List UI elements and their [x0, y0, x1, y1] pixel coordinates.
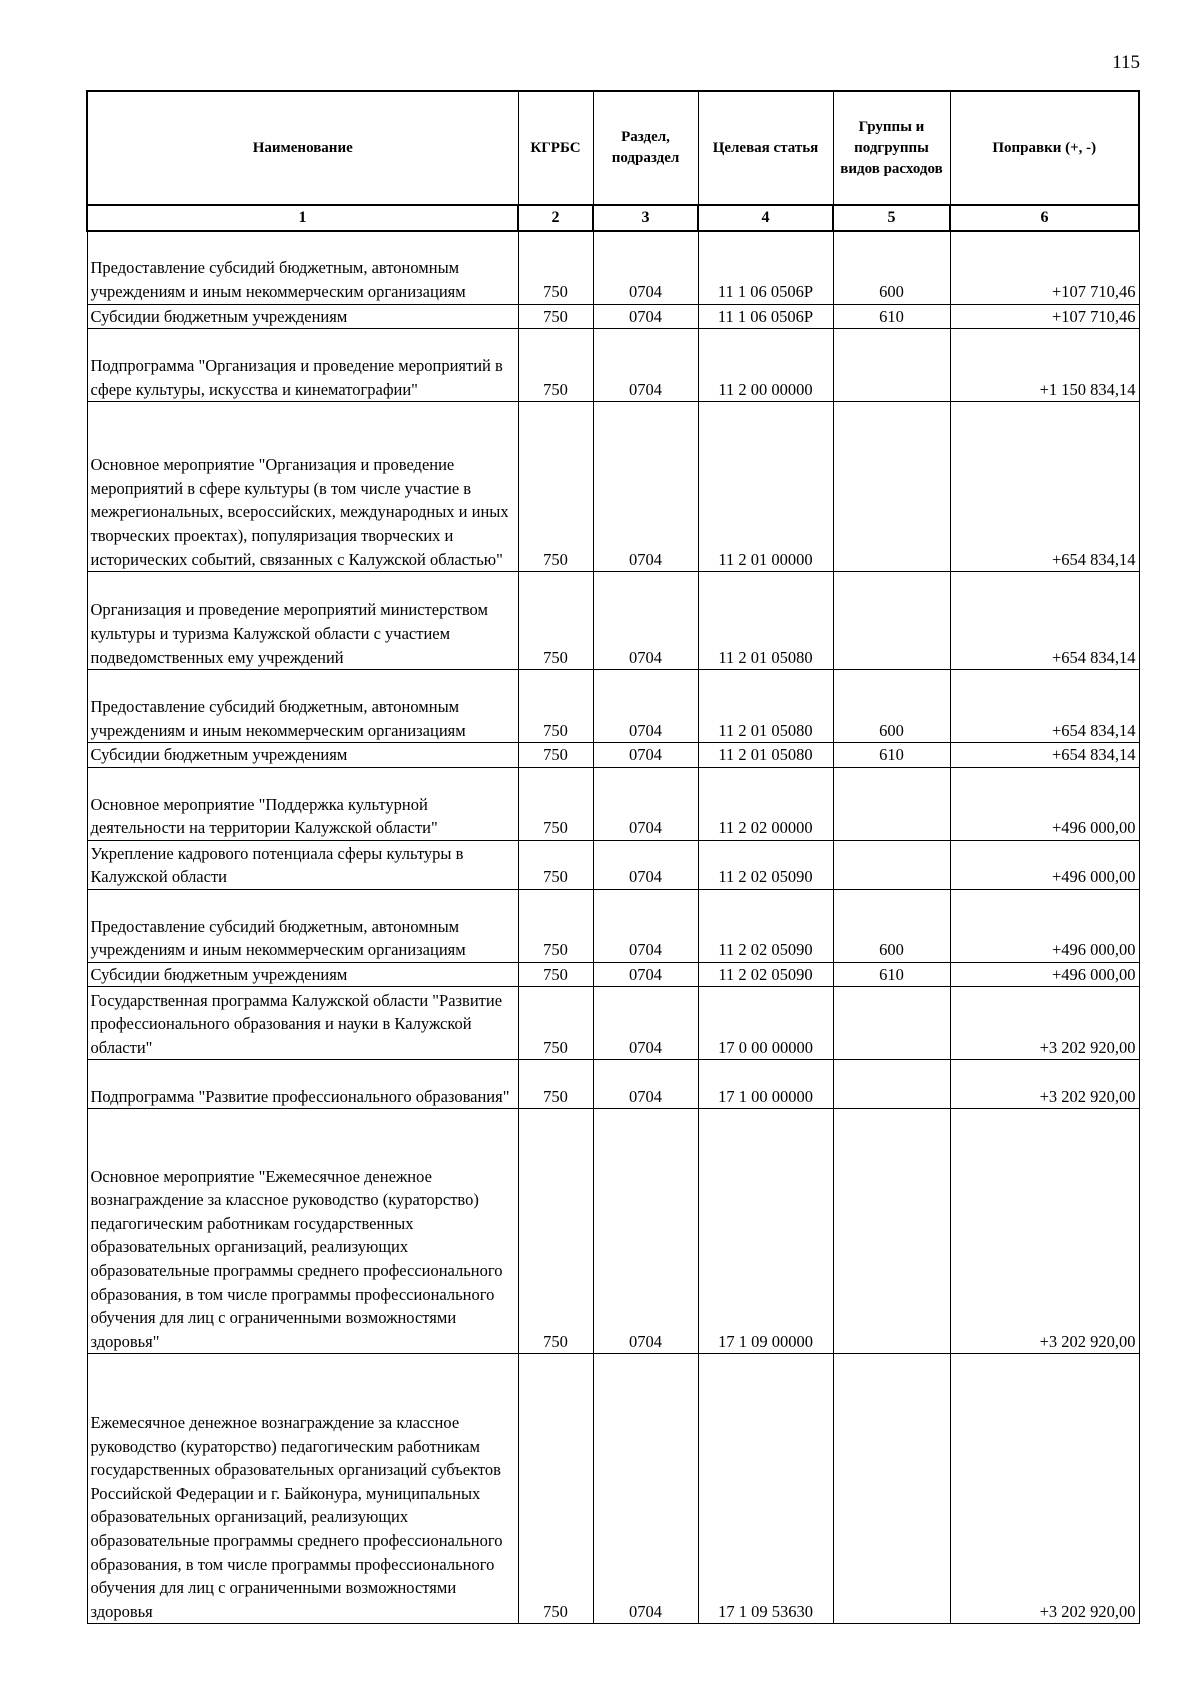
row-amount: +654 834,14 [950, 402, 1139, 572]
table-row [87, 1060, 1139, 1109]
row-amount: +3 202 920,00 [950, 1109, 1139, 1354]
row-kgrbs: 750 [518, 743, 593, 768]
row-amount: +107 710,46 [950, 304, 1139, 329]
table-row [87, 670, 1139, 743]
row-name: Предоставление субсидий бюджетным, автономным учреждениям и иным некоммерческим организациям [87, 231, 518, 304]
table-row [87, 889, 1139, 962]
row-amount: +496 000,00 [950, 767, 1139, 840]
row-name: Ежемесячное денежное вознаграждение за классное руководство (кураторство) педагогическим работникам государственных образовательных организаций субъектов Российской Федерации и г. Байконура, муниципальных образовательных организаций, реализующих образовательные программы среднего профессионального образования, в том числе программы профессионального обучения для лиц с ограниченными возможностями здоровья [87, 1354, 518, 1624]
row-amount: +654 834,14 [950, 670, 1139, 743]
row-group: 610 [833, 962, 950, 987]
row-kgrbs: 750 [518, 767, 593, 840]
row-kgrbs: 750 [518, 840, 593, 889]
budget-table [86, 90, 1140, 1624]
row-name: Государственная программа Калужской области "Развитие профессионального образования и науки в Калужской области" [87, 987, 518, 1060]
row-target: 11 1 06 0506Р [698, 304, 833, 329]
row-section: 0704 [593, 670, 698, 743]
row-name: Укрепление кадрового потенциала сферы культуры в Калужской области [87, 840, 518, 889]
header-row [87, 91, 1139, 205]
row-target: 11 2 02 00000 [698, 767, 833, 840]
row-amount: +496 000,00 [950, 840, 1139, 889]
row-section: 0704 [593, 1060, 698, 1109]
row-amount: +107 710,46 [950, 231, 1139, 304]
row-group: 610 [833, 743, 950, 768]
header-amendments: Поправки (+, -) [950, 91, 1139, 205]
row-target: 17 1 00 00000 [698, 1060, 833, 1109]
row-target: 17 0 00 00000 [698, 987, 833, 1060]
row-name: Субсидии бюджетным учреждениям [87, 304, 518, 329]
row-target: 11 2 02 05090 [698, 840, 833, 889]
row-group: 600 [833, 231, 950, 304]
row-amount: +1 150 834,14 [950, 329, 1139, 402]
row-kgrbs: 750 [518, 889, 593, 962]
row-name: Подпрограмма "Организация и проведение мероприятий в сфере культуры, искусства и кинематографии" [87, 329, 518, 402]
table-row [87, 1354, 1139, 1624]
row-group [833, 987, 950, 1060]
row-amount: +496 000,00 [950, 962, 1139, 987]
row-amount: +496 000,00 [950, 889, 1139, 962]
row-section: 0704 [593, 1354, 698, 1624]
row-amount: +3 202 920,00 [950, 1060, 1139, 1109]
table-row [87, 329, 1139, 402]
header-target: Целевая статья [698, 91, 833, 205]
row-group [833, 329, 950, 402]
column-number-row [87, 205, 1139, 231]
header-name: Наименование [87, 91, 518, 205]
row-kgrbs: 750 [518, 572, 593, 670]
row-kgrbs: 750 [518, 304, 593, 329]
column-number: 4 [698, 205, 833, 231]
table-row [87, 402, 1139, 572]
row-name: Основное мероприятие "Поддержка культурной деятельности на территории Калужской области" [87, 767, 518, 840]
row-target: 17 1 09 00000 [698, 1109, 833, 1354]
row-target: 17 1 09 53630 [698, 1354, 833, 1624]
row-amount: +654 834,14 [950, 743, 1139, 768]
table-row [87, 231, 1139, 304]
row-kgrbs: 750 [518, 1060, 593, 1109]
row-kgrbs: 750 [518, 670, 593, 743]
row-kgrbs: 750 [518, 402, 593, 572]
row-target: 11 2 02 05090 [698, 889, 833, 962]
column-number: 6 [950, 205, 1139, 231]
header-kgrbs: КГРБС [518, 91, 593, 205]
row-name: Основное мероприятие "Организация и проведение мероприятий в сфере культуры (в том числе участие в межрегиональных, всероссийских, международных и иных творческих проектах), популяризация творческих и исторических событий, связанных с Калужской областью" [87, 402, 518, 572]
row-group [833, 402, 950, 572]
table-row [87, 987, 1139, 1060]
row-group [833, 1354, 950, 1624]
row-name: Предоставление субсидий бюджетным, автономным учреждениям и иным некоммерческим организациям [87, 670, 518, 743]
row-name: Организация и проведение мероприятий министерством культуры и туризма Калужской области с участием подведомственных ему учреждений [87, 572, 518, 670]
row-kgrbs: 750 [518, 987, 593, 1060]
row-target: 11 1 06 0506Р [698, 231, 833, 304]
row-name: Подпрограмма "Развитие профессионального образования" [87, 1060, 518, 1109]
row-group [833, 1109, 950, 1354]
row-kgrbs: 750 [518, 1354, 593, 1624]
row-section: 0704 [593, 987, 698, 1060]
row-section: 0704 [593, 889, 698, 962]
row-amount: +3 202 920,00 [950, 987, 1139, 1060]
row-kgrbs: 750 [518, 962, 593, 987]
table-row [87, 304, 1139, 329]
row-section: 0704 [593, 840, 698, 889]
row-group [833, 767, 950, 840]
column-number: 5 [833, 205, 950, 231]
row-section: 0704 [593, 743, 698, 768]
page-number: 115 [1112, 52, 1140, 73]
row-kgrbs: 750 [518, 1109, 593, 1354]
row-target: 11 2 01 05080 [698, 572, 833, 670]
column-number: 3 [593, 205, 698, 231]
row-group: 600 [833, 670, 950, 743]
column-number: 1 [87, 205, 518, 231]
row-name: Предоставление субсидий бюджетным, автономным учреждениям и иным некоммерческим организациям [87, 889, 518, 962]
table-row [87, 572, 1139, 670]
row-name: Субсидии бюджетным учреждениям [87, 962, 518, 987]
row-group [833, 1060, 950, 1109]
row-section: 0704 [593, 402, 698, 572]
row-section: 0704 [593, 304, 698, 329]
row-section: 0704 [593, 767, 698, 840]
row-target: 11 2 01 00000 [698, 402, 833, 572]
row-kgrbs: 750 [518, 231, 593, 304]
column-number: 2 [518, 205, 593, 231]
row-name: Основное мероприятие "Ежемесячное денежное вознаграждение за классное руководство (кураторство) педагогическим работникам государственных образовательных организаций, реализующих образовательные программы среднего профессионального образования, в том числе программы профессионального обучения для лиц с ограниченными возможностями здоровья" [87, 1109, 518, 1354]
header-section: Раздел, подраздел [593, 91, 698, 205]
row-section: 0704 [593, 572, 698, 670]
row-kgrbs: 750 [518, 329, 593, 402]
row-target: 11 2 01 05080 [698, 670, 833, 743]
row-target: 11 2 00 00000 [698, 329, 833, 402]
row-amount: +3 202 920,00 [950, 1354, 1139, 1624]
row-group [833, 840, 950, 889]
row-name: Субсидии бюджетным учреждениям [87, 743, 518, 768]
row-section: 0704 [593, 962, 698, 987]
row-target: 11 2 02 05090 [698, 962, 833, 987]
table-row [87, 962, 1139, 987]
table-row [87, 767, 1139, 840]
row-target: 11 2 01 05080 [698, 743, 833, 768]
table-row [87, 840, 1139, 889]
header-groups: Группы и подгруппы видов расходов [833, 91, 950, 205]
row-section: 0704 [593, 231, 698, 304]
row-amount: +654 834,14 [950, 572, 1139, 670]
row-section: 0704 [593, 1109, 698, 1354]
row-section: 0704 [593, 329, 698, 402]
row-group [833, 572, 950, 670]
table-row [87, 1109, 1139, 1354]
table-row [87, 743, 1139, 768]
row-group: 610 [833, 304, 950, 329]
row-group: 600 [833, 889, 950, 962]
